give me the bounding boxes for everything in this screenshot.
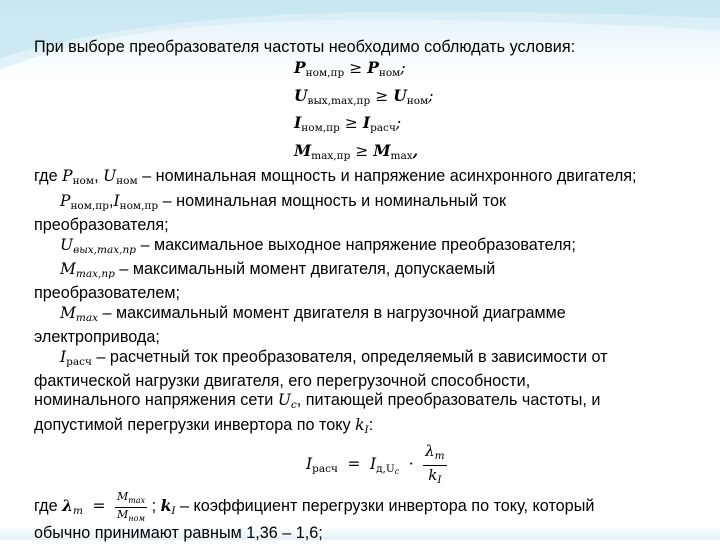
slide-body [34,38,710,544]
definition-max-torque-load: Mmax – максимальный момент двигателя в нагрузочной диаграмме [60,303,566,324]
definition-max-torque-converter: Mmax,пр – максимальный момент двигателя, допускаемый [60,260,496,281]
definition-design-current-l4: допустимой перегрузки инвертора по току kI: [34,415,374,436]
final-line: обычно принимают равным 1,36 – 1,6; [34,524,323,543]
definition-overload-ratio: где λm = $\frac{M_{max}}{M_{ном}}$ ; kI – коэффициент перегрузки инвертора по току, который [34,489,595,523]
definition-design-current-l3: номинального напряжения сети Uc, питающей преобразователь частоты, и [34,391,601,412]
definition-max-torque-load-cont: электропривода; [34,328,160,347]
condition-power: $P_{ном,пр} \ge P_{ном}$; [294,58,406,80]
condition-voltage: $U_{вых,max,пр} \ge U_{ном}$; [294,85,434,107]
condition-torque: $M_{max,пр} \ge M_{max}$, [294,140,419,162]
conditions-block [34,57,710,167]
condition-current: $I_{ном,пр} \ge I_{расч}$; [294,113,402,135]
definition-output-voltage: Uвых,max,пр – максимальное выходное напряжение преобразователя; [60,235,576,256]
definition-design-current-l2: фактической нагрузки двигателя, его перегрузочной способности, [34,372,531,391]
intro-text: При выборе преобразователя частоты необходимо соблюдать условия: [34,38,576,56]
lambda-fraction: $\frac{M_{max}}{M_{ном}}$ [116,489,146,523]
definition-converter-rating: $P_{ном,пр},I_{ном,пр}$ – номинальная мощность и номинальный ток [60,191,507,212]
definition-motor: где $P_{ном}$, $U_{ном}$ – номинальная мощность и напряжение асинхронного двигателя; [34,167,637,188]
definition-max-torque-converter-cont: преобразователем; [34,284,180,303]
definition-converter-rating-cont: преобразователя; [34,216,169,235]
definition-design-current: $I_{расч}$ – расчетный ток преобразователя, определяемый в зависимости от [60,347,608,368]
formula-fraction: $\frac{\lambda_m}{k_I}$ [425,441,445,486]
design-current-formula: $I_{расч} = I_{д,Uc}$ · $\frac{\lambda_m}{k_I}$ [34,440,710,488]
